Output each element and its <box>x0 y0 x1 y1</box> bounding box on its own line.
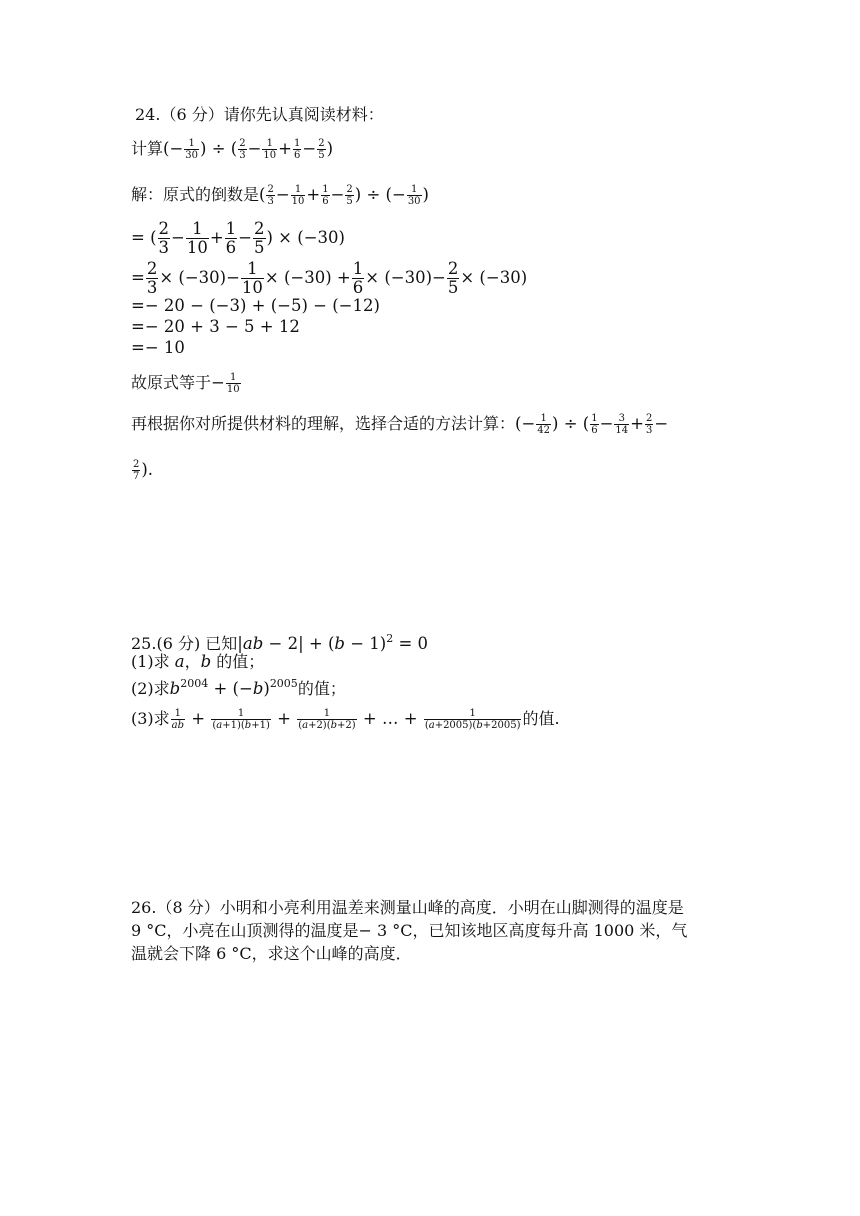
q24-conclusion: 故原式等于− $\frac{1}{10}$ <box>131 372 240 395</box>
q24-step-5: =− 10 <box>131 338 185 357</box>
q24-step-1: = ( $\frac{2}{3}$ − $\frac{1}{10}$ + $\frac{1}{6}$ − $\frac{2}{5}$ ) × (−30) <box>131 219 345 257</box>
q24-step-4: =− 20 + 3 − 5 + 12 <box>131 317 300 336</box>
q26-line1: 26.（8 分）小明和小亮利用温差来测量山峰的高度．小明在山脚测得的温度是 <box>131 898 684 917</box>
q24-conclusion-text: 故原式等于 <box>131 373 212 392</box>
q26-line3: 温就会下降 6 °C，求这个山峰的高度． <box>131 944 412 963</box>
q25-part2: (2)求$b^{2004} + (-b)^{2005}$的值； <box>131 677 346 698</box>
q25-part1: (1)求 a，b 的值； <box>131 652 265 671</box>
q25-title-text: 25.(6 分) 已知 <box>131 634 238 653</box>
q24-step-3: =− 20 − (−3) + (−5) − (−12) <box>131 296 380 315</box>
q24-sol-prefix: 解：原式的倒数是 <box>131 185 260 204</box>
q26-line2: 9 °C，小亮在山顶测得的温度是− 3 °C，已知该地区高度每升高 1000 米，气 <box>131 921 688 940</box>
q25-title: 25.(6 分) 已知$|ab - 2| + (b - 1)^2 = 0$ <box>131 632 429 653</box>
q24-instruction-text: 再根据你对所提供材料的理解，选择合适的方法计算： <box>131 414 516 433</box>
q24-title: 24.（6 分）请你先认真阅读材料： <box>135 105 384 124</box>
q25-part1-b: 的值； <box>211 652 265 671</box>
q24-calc-line: 计算(− $\frac{1}{30}$ ) ÷ ( $\frac{2}{3}$ − $\frac{1}{10}$ + $\frac{1}{6}$ − $\frac{2}{5}$ ) <box>131 138 333 161</box>
q25-part3-a: (3)求 <box>131 709 170 728</box>
q24-calc-prefix: 计算 <box>131 139 164 158</box>
q25-part2-b: 的值； <box>297 679 346 698</box>
q24-step-2: = $\frac{2}{3}$ × (−30)− $\frac{1}{10}$ × (−30) + $\frac{1}{6}$ × (−30)− $\frac{2}{5}$ × (−30) <box>131 259 528 297</box>
q25-part3: (3)求 $\frac{1}{ab}$ + $\frac{1}{(a+1)(b+1)}$ + $\frac{1}{(a+2)(b+2)}$ + … + $\frac{1}{(a+2005)(b+2005)}$ 的值. <box>131 708 560 731</box>
q25-part2-a: (2)求 <box>131 679 170 698</box>
q24-instruction: 再根据你对所提供材料的理解，选择合适的方法计算：(− $\frac{1}{42}$ ) ÷ ( $\frac{1}{6}$ − $\frac{3}{14}$ + $\frac{2}{3}$ − <box>131 413 669 436</box>
q25-part1-a: (1)求 <box>131 652 175 671</box>
q24-instruction-cont: $\frac{2}{7}$ ). <box>133 459 154 482</box>
q25-part3-b: 的值. <box>522 709 560 728</box>
q24-solution-line: 解：原式的倒数是( $\frac{2}{3}$ − $\frac{1}{10}$ + $\frac{1}{6}$ − $\frac{2}{5}$ ) ÷ (− $\frac{1}{30}$ ) <box>131 184 429 207</box>
